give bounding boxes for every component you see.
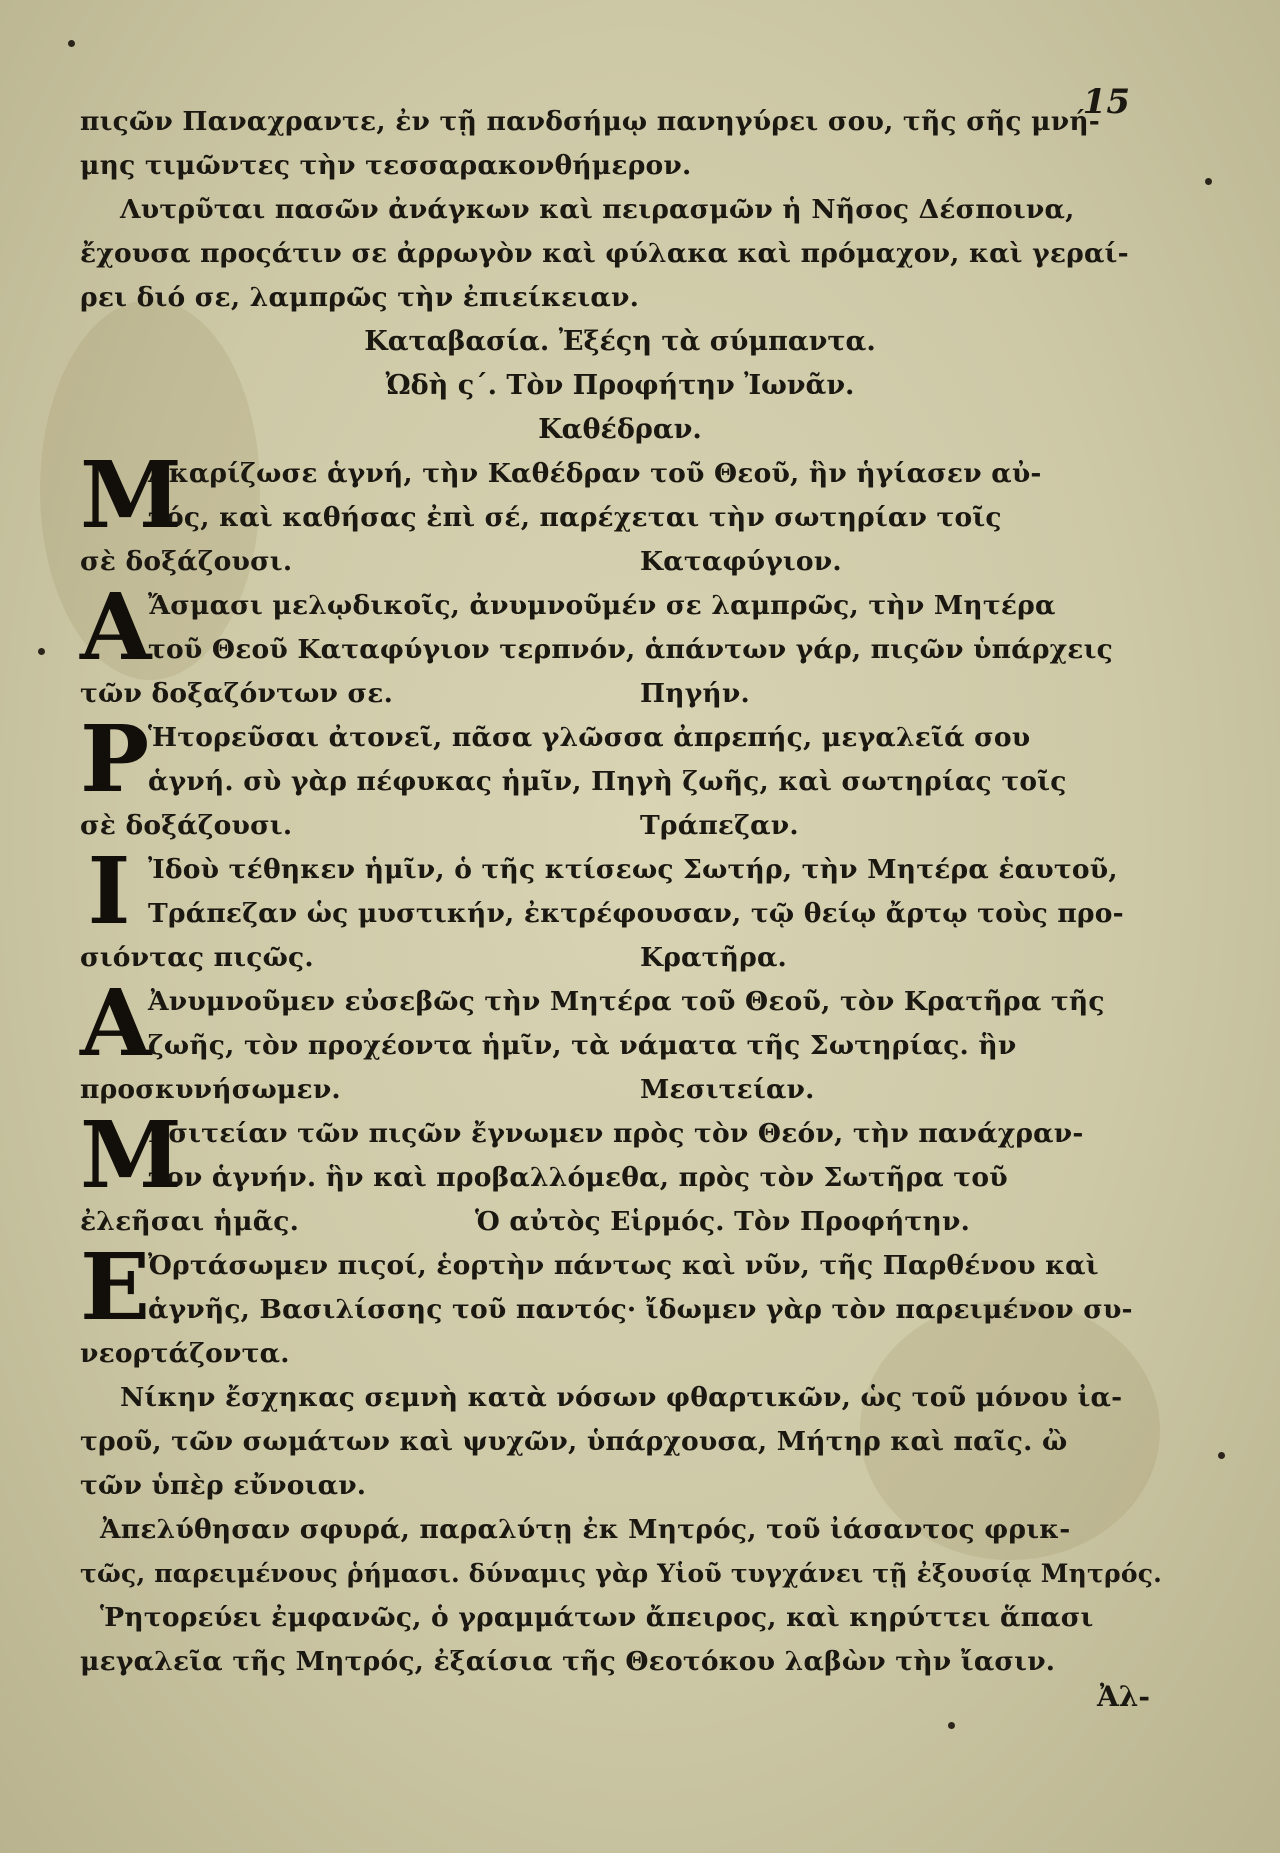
text-line: ἁγνή. σὺ γὰρ πέφυκας ἡμῖν, Πηγὴ ζωῆς, καὶ σωτηρίας τοῖς xyxy=(148,766,1067,797)
stanza-end-text: προσκυνήσωμεν. xyxy=(80,1074,341,1105)
text-line: Ῥητορεύει ἐμφανῶς, ὁ γραμμάτων ἄπειρος, καὶ κηρύττει ἅπασι xyxy=(100,1602,1094,1633)
text-line: Ἀπελύθησαν σφυρά, παραλύτῃ ἐκ Μητρός, τοῦ ἰάσαντος φρικ- xyxy=(100,1514,1071,1545)
stanza-end-text: τῶν δοξαζόντων σε. xyxy=(80,678,394,709)
section-heading: Καταφύγιον. xyxy=(640,546,842,577)
catchword: Ἀλ- xyxy=(1097,1680,1150,1713)
text-line: Ὀρτάσωμεν πιςοί, ἑορτὴν πάντως καὶ νῦν, τῆς Παρθένου καὶ xyxy=(148,1250,1099,1281)
text-line xyxy=(80,1200,1160,1244)
text-line: μης τιμῶντες τὴν τεσσαρακονθήμερον. xyxy=(80,150,692,181)
text-line: Νίκην ἔσχηκας σεμνὴ κατὰ νόσων φθαρτικῶν, ὡς τοῦ μόνου ἰα- xyxy=(120,1382,1123,1413)
ink-spot xyxy=(1218,1452,1225,1459)
text-line: τοῦ Θεοῦ Καταφύγιον τερπνόν, ἁπάντων γάρ, πιςῶν ὑπάρχεις xyxy=(148,634,1113,665)
text-line: νεορτάζοντα. xyxy=(80,1338,290,1369)
text-line: Ἡτορεῦσαι ἀτονεῖ, πᾶσα γλῶσσα ἀπρεπής, μεγαλεῖά σου xyxy=(148,722,1031,753)
text-line: ρει διό σε, λαμπρῶς τὴν ἐπιείκειαν. xyxy=(80,282,640,313)
text-line xyxy=(80,804,1160,848)
drop-cap: Μ xyxy=(80,441,182,549)
section-heading: Ὁ αὐτὸς Εἱρμός. Τὸν Προφήτην. xyxy=(475,1206,971,1237)
stanza xyxy=(80,1101,1160,1244)
ink-spot xyxy=(38,648,45,655)
text-line: Ἰδοὺ τέθηκεν ἡμῖν, ὁ τῆς κτίσεως Σωτήρ, τὴν Μητέρα ἑαυτοῦ, xyxy=(148,854,1118,885)
text-line: μεγαλεῖα τῆς Μητρός, ἐξαίσια τῆς Θεοτόκου λαβὼν τὴν ἴασιν. xyxy=(80,1646,1056,1677)
text-line: ἁγνῆς, Βασιλίσσης τοῦ παντός· ἴδωμεν γὰρ τὸν παρειμένον συ- xyxy=(148,1294,1133,1325)
text-line: Λυτρῦται πασῶν ἀνάγκων καὶ πειρασμῶν ἡ Νῆσος Δέσποινα, xyxy=(120,194,1075,225)
ink-spot xyxy=(68,40,75,47)
stanza-end-text: σὲ δοξάζουσι. xyxy=(80,810,293,841)
text-line: Ἀνυμνοῦμεν εὐσεβῶς τὴν Μητέρα τοῦ Θεοῦ, τὸν Κρατῆρα τῆς xyxy=(148,986,1105,1017)
stanza-end-text: ἐλεῆσαι ἡμᾶς. xyxy=(80,1206,300,1237)
text-line xyxy=(80,540,1160,584)
ink-spot xyxy=(948,1722,955,1729)
stanza xyxy=(80,969,1160,1112)
text-line: ζωῆς, τὸν προχέοντα ἡμῖν, τὰ νάματα τῆς Σωτηρίας. ἣν xyxy=(148,1030,1017,1061)
stanza-end-text: σὲ δοξάζουσι. xyxy=(80,546,293,577)
stanza xyxy=(80,837,1160,980)
text-line xyxy=(80,936,1160,980)
text-line: Ακαρίζωσε ἁγνή, τὴν Καθέδραν τοῦ Θεοῦ, ἣν ἡγίασεν αὐ- xyxy=(148,458,1042,489)
text-line: τον ἁγνήν. ἣν καὶ προβαλλόμεθα, πρὸς τὸν Σωτῆρα τοῦ xyxy=(148,1162,1008,1193)
text-line: πιςῶν Παναχραντε, ἐν τῇ πανδσήμῳ πανηγύρει σου, τῆς σῆς μνή- xyxy=(80,106,1101,137)
drop-cap: Α xyxy=(80,573,152,681)
drop-cap: Μ xyxy=(80,1101,182,1209)
drop-cap: Ρ xyxy=(80,705,150,813)
text-line xyxy=(80,1068,1160,1112)
drop-cap: Ε xyxy=(80,1233,151,1341)
section-heading: Πηγήν. xyxy=(640,678,750,709)
text-line: τός, καὶ καθήσας ἐπὶ σέ, παρέχεται τὴν σωτηρίαν τοῖς xyxy=(148,502,1002,533)
section-heading: Μεσιτείαν. xyxy=(640,1074,815,1105)
drop-cap: Ι xyxy=(87,837,131,945)
heading-katavasia: Καταβασία. Ἐξέςη τὰ σύμπαντα. xyxy=(364,326,876,357)
stanza xyxy=(80,1233,1160,1376)
section-heading: Τράπεζαν. xyxy=(640,810,799,841)
section-heading: Κρατῆρα. xyxy=(640,942,787,973)
text-line: Τράπεζαν ὡς μυστικήν, ἐκτρέφουσαν, τῷ θείῳ ἄρτῳ τοὺς προ- xyxy=(148,898,1124,929)
text-line: Εσιτείαν τῶν πιςῶν ἔγνωμεν πρὸς τὸν Θεόν, τὴν πανάχραν- xyxy=(148,1118,1084,1149)
stanza-end-text: σιόντας πιςῶς. xyxy=(80,942,314,973)
text-line: τροῦ, τῶν σωμάτων καὶ ψυχῶν, ὑπάρχουσα, Μήτηρ καὶ παῖς. ὢ xyxy=(80,1426,1068,1457)
drop-cap: Α xyxy=(80,969,152,1077)
heading-ode: Ὠδὴ ς΄. Τὸν Προφήτην Ἰωνᾶν. xyxy=(385,370,855,401)
heading-kathedran: Καθέδραν. xyxy=(538,414,702,445)
page-number: 15 xyxy=(1082,82,1130,122)
text-line: ἔχουσα προςάτιν σε ἀρρωγὸν καὶ φύλακα καὶ πρόμαχον, καὶ γεραί- xyxy=(80,238,1129,269)
text-line: τῶν ὑπὲρ εὔνοιαν. xyxy=(80,1470,367,1501)
text-line xyxy=(80,672,1160,716)
stanza xyxy=(80,705,1160,848)
ink-spot xyxy=(1205,178,1212,185)
text-block xyxy=(80,100,1163,1684)
stanza xyxy=(80,441,1160,584)
text-line: Ἄσμασι μελῳδικοῖς, ἀνυμνοῦμέν σε λαμπρῶς, τὴν Μητέρα xyxy=(148,590,1056,621)
stanza xyxy=(80,573,1160,716)
text-line: τῶς, παρειμένους ῥήμασι. δύναμις γὰρ Υἱοῦ τυγχάνει τῇ ἐξουσίᾳ Μητρός. xyxy=(80,1559,1163,1588)
